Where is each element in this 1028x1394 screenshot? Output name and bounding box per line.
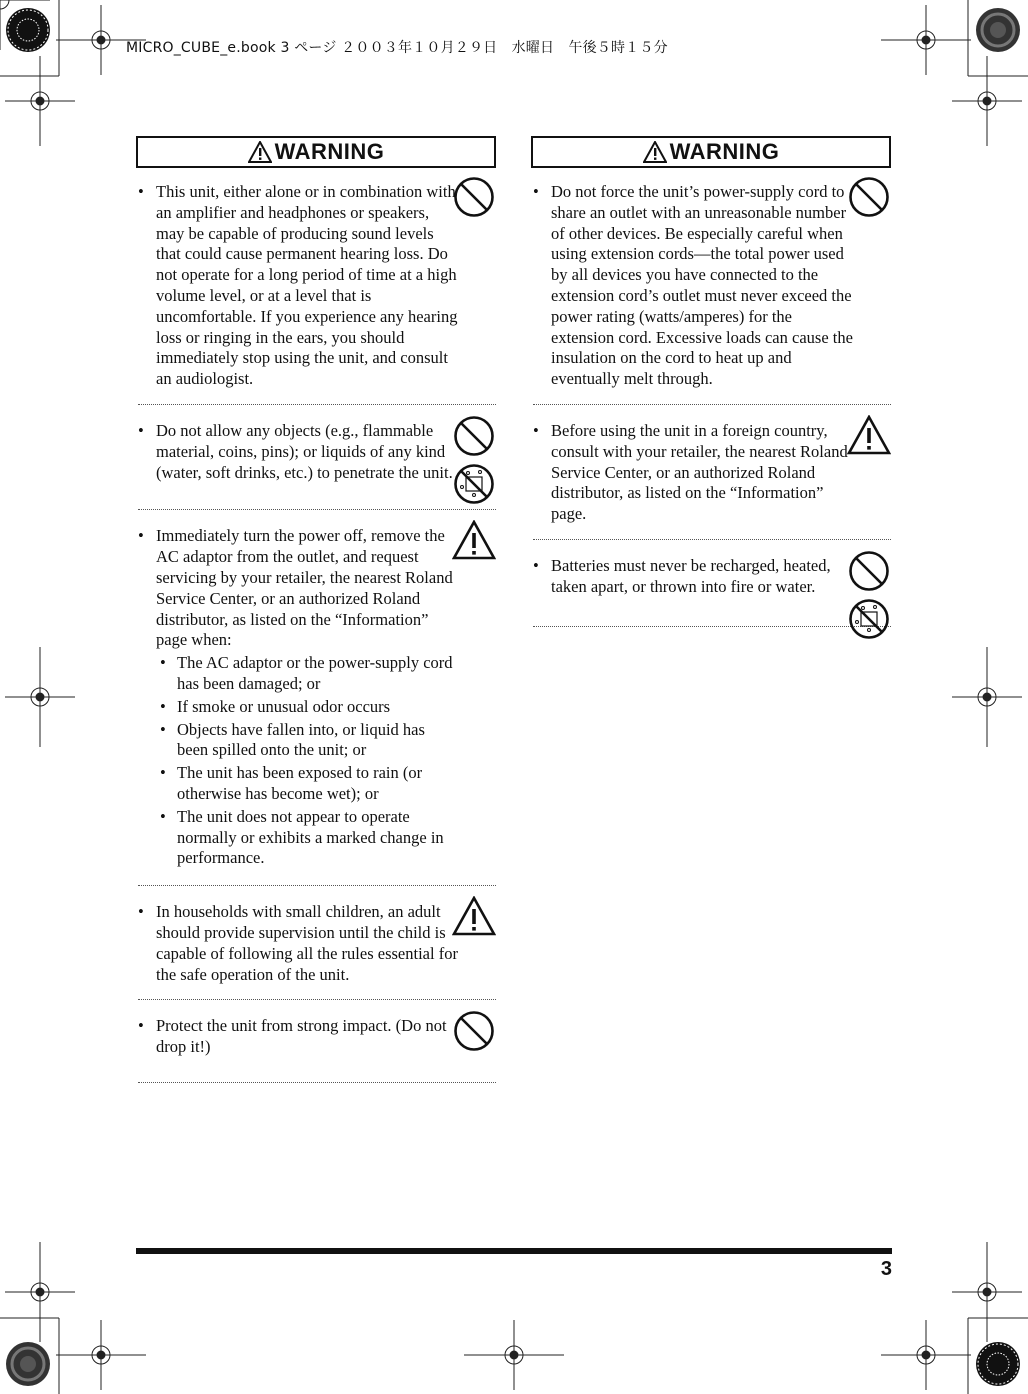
caution-triangle-icon [847,415,891,455]
page-number: 3 [880,1258,892,1280]
warning-heading-label: WARNING [669,139,780,164]
dotted-separator [138,1082,496,1083]
list-item: • If smoke or unusual odor occurs [160,696,391,716]
warning-item: • In households with small children, an adult should provide supervision until the child is capable of following all the rules essential for the safe operation of the unit. [136,902,496,995]
prohibited-icon [453,176,495,218]
dotted-separator [138,509,496,510]
warning-item-text: Protect the unit from strong impact. (Do not drop it!) [156,1016,447,1057]
warning-item: • This unit, either alone or in combination with an amplifier and headphones or speakers, may be capable of producing sound levels that could cause permanent hearing loss. Do not operate for a long period of time at a high volume level, or at a level that is uncomfortable. If you experience any hearing loss or ringing in the ears, you should immediately stop using the unit, and consult an audiologist. [136,182,496,400]
no-liquids-objects-icon [453,463,495,505]
list-item: • Objects have fallen into, or liquid has been spilled onto the unit; or [160,719,425,760]
list-item: • The AC adaptor or the power-supply cord has been damaged; or [160,653,453,693]
no-liquids-objects-icon [848,598,890,640]
warning-heading [531,136,891,168]
prohibited-icon [848,176,890,218]
file-header-line: MICRO_CUBE_e.book 3 ページ ２００３年１０月２９日 水曜日 午後５時１５分 [126,40,668,56]
warning-item: • Immediately turn the power off, remove the AC adaptor from the outlet, and request servicing by your retailer, the nearest Roland Service Center, or an authorized Roland distributor, as listed on the “Information” page when: • The AC adaptor or the power-supply cord has been damaged; or • If smoke or unusual odor occurs • Objects have fallen into, or liquid has been spilled onto the unit; or • The unit has been exposed to rain (or otherwise has become wet); or • The unit does not appear to operate normally or exhibits a marked change in performance. [136,526,496,881]
warning-item-text: This unit, either alone or in combination with an amplifier and headphones or speakers, may be capable of producing sound levels that could cause permanent hearing loss. Do not operate for a long period of time at a high volume level, or at a level that is uncomfortable. If you experience any hearing loss or ringing in the ears, you should immediately stop using the unit, and consult an audiologist. [156,182,458,389]
warning-item-text: Batteries must never be recharged, heated, taken apart, or thrown into fire or water. [551,555,831,596]
warning-item-text: Do not allow any objects (e.g., flammable material, coins, pins); or liquids of any kind (water, soft drinks, etc.) to penetrate the unit. [156,420,453,482]
list-item: • The unit has been exposed to rain (or otherwise has become wet); or [160,763,423,803]
dotted-separator [533,626,891,627]
warning-item-text: In households with small children, an adult should provide supervision until the child is capable of following all the rules essential for the safe operation of the unit. [156,902,458,984]
condition-list [156,653,460,869]
warning-heading [136,136,496,168]
dotted-separator [533,539,891,540]
warning-item: • Batteries must never be recharged, heated, taken apart, or thrown into fire or water. [531,556,891,608]
prohibited-icon [848,550,890,592]
warning-item: • Before using the unit in a foreign country, consult with your retailer, the nearest Roland Service Center, or an authorized Roland distributor, as listed on the “Information” page. [531,421,891,535]
dotted-separator [138,999,496,1000]
warning-item-text: Before using the unit in a foreign country, consult with your retailer, the nearest Roland Service Center, or an authorized Roland distributor, as listed on the “Information” page. [551,420,848,524]
warning-item: • Do not allow any objects (e.g., flammable material, coins, pins); or liquids of any kind (water, soft drinks, etc.) to penetrate the unit. [136,421,496,493]
right-warning-column [531,136,891,643]
prohibited-icon [453,1010,495,1052]
dotted-separator [533,404,891,405]
caution-triangle-icon [452,520,496,560]
footer-rule [136,1248,892,1254]
warning-item: • Do not force the unit’s power-supply cord to share an outlet with an unreasonable number of other devices. Be especially careful when using extension cords—the total power used by all devices you have connected to the extension cord’s outlet must never exceed the power rating (watts/amperes) for the extension cord. Excessive loads can cause the insulation on the cord to heat up and eventually melt through. [531,182,891,400]
warning-item-text: Immediately turn the power off, remove the AC adaptor from the outlet, and request servicing by your retailer, the nearest Roland Service Center, or an authorized Roland distributor, as listed on the “Information” page when: [156,526,453,650]
dotted-separator [138,404,496,405]
dotted-separator [138,885,496,886]
warning-item: • Protect the unit from strong impact. (Do not drop it!) [136,1016,496,1068]
prohibited-icon [453,415,495,457]
caution-triangle-icon [452,896,496,936]
warning-item-text: Do not force the unit’s power-supply cord to share an outlet with an unreasonable number of other devices. Be especially careful when using extension cords—the total power used by all devices you have connected to the extension cord’s outlet must never exceed the power rating (watts/amperes) for the extension cord. Excessive loads can cause the insulation on the cord to heat up and eventually melt through. [551,182,853,389]
warning-triangle-icon [248,141,272,163]
left-warning-column [136,136,496,1099]
warning-triangle-icon [643,141,667,163]
list-item: • The unit does not appear to operate normally or exhibits a marked change in performance. [160,806,444,868]
warning-heading-label: WARNING [274,139,385,164]
